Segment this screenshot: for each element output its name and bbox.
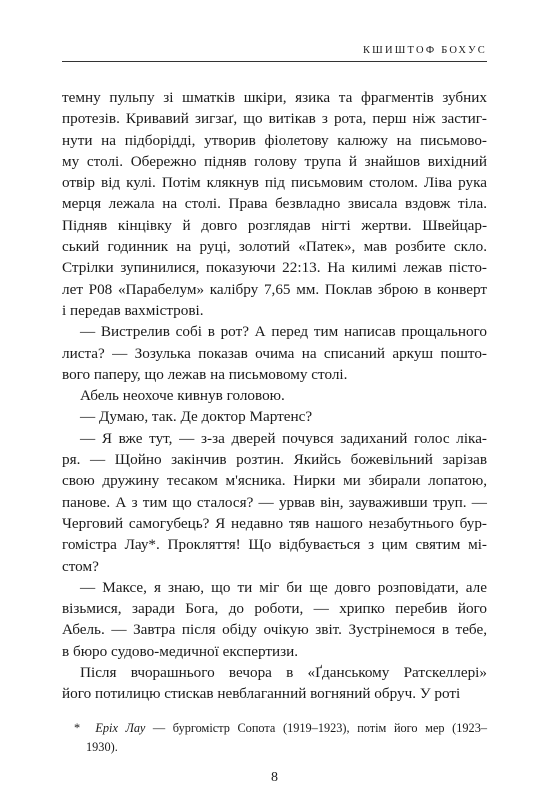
footnote-line-1 bbox=[62, 719, 487, 738]
text-line: — Вистрелив собі в рот? А перед тим написав прощального bbox=[80, 323, 487, 341]
text-line: протезів. Кривавий зигзаґ, що витікав з рота, перш ніж застиг- bbox=[62, 110, 487, 128]
paragraph bbox=[62, 406, 487, 427]
text-line: нути на підборідді, утворив фіолетову калюжу на письмово- bbox=[62, 131, 487, 149]
text-line: стом? bbox=[62, 557, 99, 575]
paragraph bbox=[62, 321, 487, 385]
text-line: Стрілки зупинилися, показуючи 22:13. На килимі лежав пісто- bbox=[62, 259, 487, 277]
text-line: вого паперу, що лежав на письмовому столі. bbox=[62, 365, 348, 383]
text-line: отвір від кулі. Потім клякнув під письмовим столом. Ліва рука bbox=[62, 174, 487, 192]
paragraph bbox=[62, 385, 487, 406]
text-line: — Максе, я знаю, що ти міг би ще довго розповідати, але bbox=[80, 578, 487, 596]
text-line: ський годинник на руці, золотий «Патек», мав розбите скло. bbox=[62, 238, 487, 256]
running-title: КШИШТОФ БОХУС bbox=[362, 45, 487, 56]
footnote-marker: * bbox=[74, 721, 81, 735]
text-line: і передав вахмістрові. bbox=[62, 301, 204, 319]
text-line: темну пульпу зі шматків шкіри, язика та фрагментів зубних bbox=[62, 89, 487, 106]
text-line: Абель. — Завтра після обіду очікую звіт. Зустрінемося в тебе, bbox=[62, 621, 487, 639]
page-body bbox=[62, 87, 487, 705]
footnote-rule bbox=[62, 706, 487, 707]
text-line: ря. — Щойно закінчив розтин. Якийсь божевільний зарізав bbox=[62, 451, 487, 469]
text-line: Підняв кінцівку й довго розглядав нігті жертви. Швейцар- bbox=[62, 216, 487, 234]
footnote-text: — бургомістр Сопота (1919–1923), потім його мер (1923– bbox=[145, 721, 487, 735]
text-line: свою дружину тесаком м'ясника. Нирки ми збирали лопатою, bbox=[62, 472, 487, 490]
text-line: — Я вже тут, — з-за дверей почувся задиханий голос ліка- bbox=[80, 429, 487, 447]
text-line: — Думаю, так. Де доктор Мартенс? bbox=[80, 408, 313, 426]
text-line: мерця лежала на столі. Права безвладно звисала вздовж тіла. bbox=[62, 195, 487, 213]
paragraph bbox=[62, 662, 487, 705]
running-header bbox=[62, 47, 487, 62]
text-line: візьмися, заради Бога, до роботи, — хрипко перебив його bbox=[62, 600, 487, 618]
paragraph bbox=[62, 428, 487, 577]
paragraph bbox=[62, 577, 487, 662]
footnote bbox=[62, 719, 487, 757]
text-line: гомістра Лау*. Прокляття! Що відбувається з цим святим мі- bbox=[62, 536, 487, 554]
footnote-name: Еріх Лау bbox=[95, 721, 146, 735]
paragraph bbox=[62, 87, 487, 321]
page-number: 8 bbox=[271, 770, 278, 785]
text-line: Абель неохоче кивнув головою. bbox=[80, 387, 285, 405]
text-line: панове. А з тим що сталося? — урвав він, зауваживши труп. — bbox=[62, 493, 487, 511]
footnote-line-2: 1930). bbox=[86, 740, 118, 754]
text-line: в бюро судово-медичної експертизи. bbox=[62, 642, 299, 660]
text-line: його потилицю стискав невблаганний вогняний обруч. У роті bbox=[62, 685, 461, 703]
text-line: лет P08 «Парабелум» калібру 7,65 мм. Поклав зброю в конверт bbox=[62, 280, 487, 298]
text-line: Після вчорашнього вечора в «Ґданському Ратскеллері» bbox=[80, 664, 487, 682]
text-line: Черговий самогубець? Я недавно тяв нашого незабутнього бур- bbox=[62, 514, 487, 532]
text-line: листа? — Зозулька показав очима на списаний аркуш пошто- bbox=[62, 344, 487, 362]
text-line: му столі. Обережно підняв голову трупа й знайшов вихідний bbox=[62, 152, 487, 170]
